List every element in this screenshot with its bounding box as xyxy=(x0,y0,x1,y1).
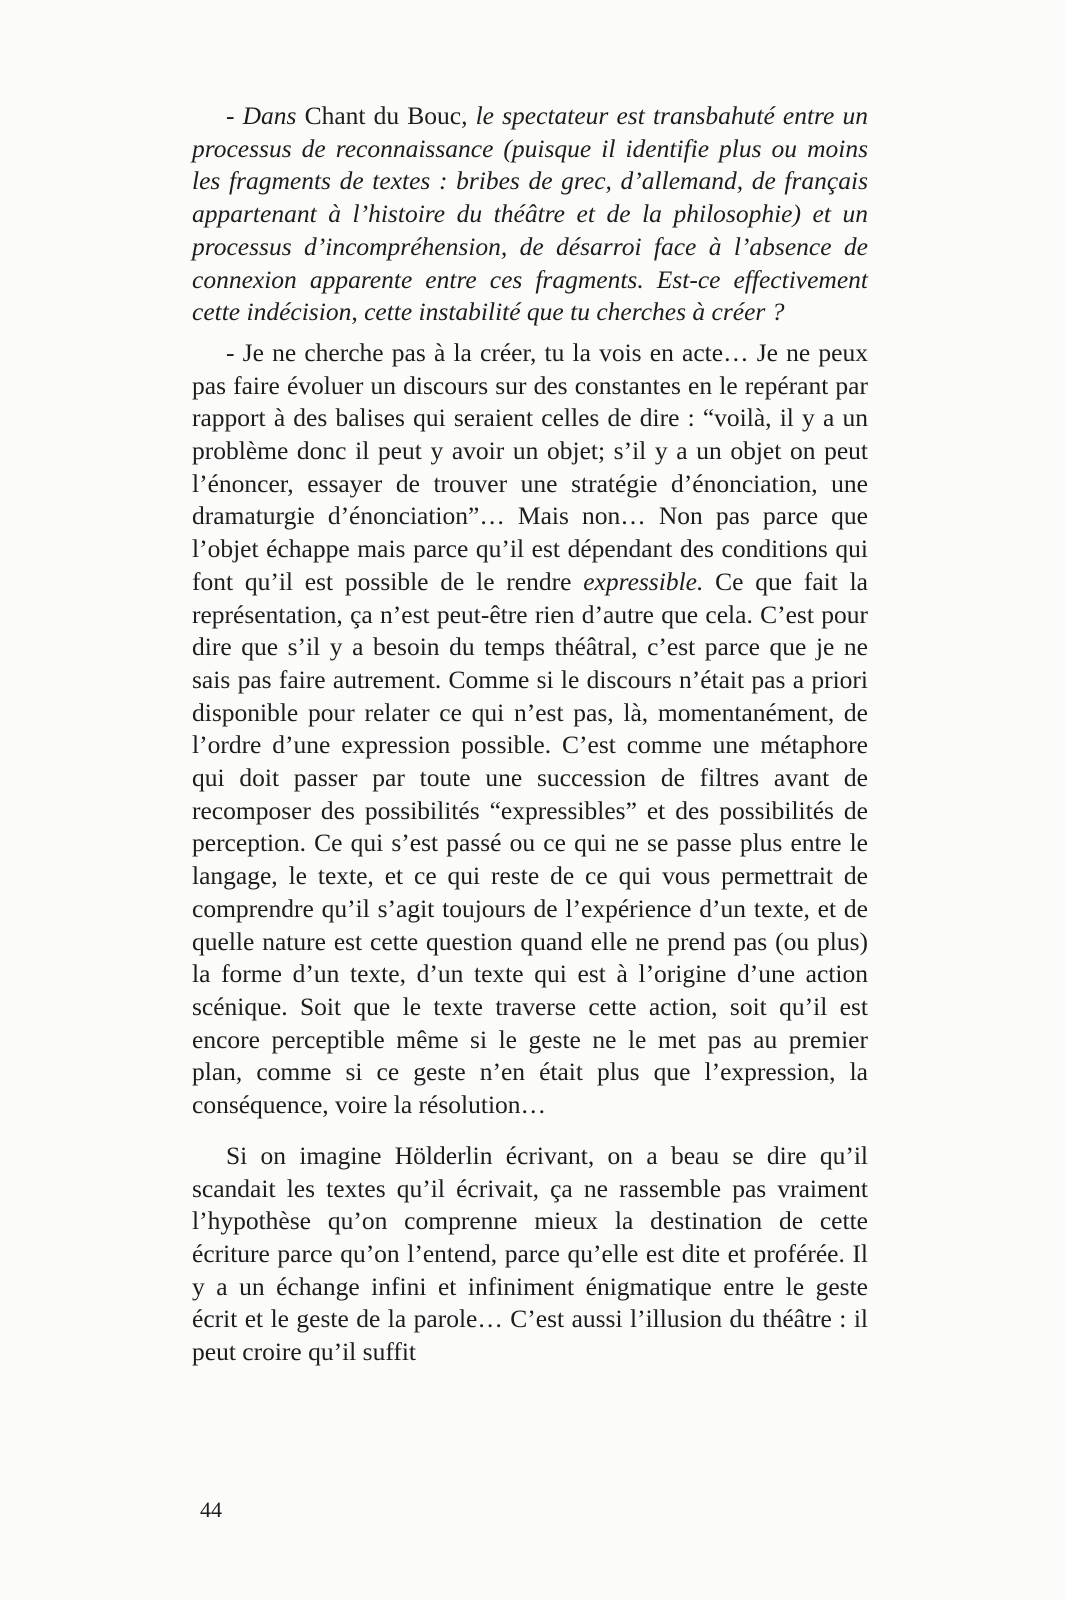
question-lead: - Dans xyxy=(226,101,305,130)
answer-part-1: - Je ne cherche pas à la créer, tu la vois en acte… Je ne peux pas faire évoluer un discours sur des constantes en le repérant par rapport à des balises qui seraient celles de dire : “voilà, il y a un problème donc il peut y avoir un objet; s’il y a un objet on peut l’énoncer, essayer de trouver une stratégie d’énonciation, une dramaturgie d’énonciation”… Mais non… Non pas parce que l’objet échappe mais parce qu’il est dépendant des conditions qui font qu’il est possible de le rendre xyxy=(192,337,868,596)
interview-answer xyxy=(192,337,868,1122)
interview-question xyxy=(192,100,868,329)
work-title: Chant du Bouc xyxy=(304,101,462,130)
answer-part-2: Ce que fait la représentation, ça n’est peut-être rien d’autre que cela. C’est pour dire que s’il y a besoin du temps théâtral, c’est parce que je ne sais pas faire autrement. Comme si le discours n’était pas a priori disponible pour relater ce qui n’est pas, là, momentanément, de l’ordre d’une expression possible. C’est comme une métaphore qui doit passer par toute une succession de filtres avant de recomposer des possibilités “expressibles” et des possibilités de perception. Ce qui s’est passé ou ce qui ne se passe plus entre le langage, le texte, et ce qui reste de ce qui vous permettrait de comprendre qu’il s’agit toujours de l’expérience d’un texte, et de quelle nature est cette question quand elle ne prend pas (ou plus) la forme d’un texte, d’un texte qui est à l’origine d’une action scénique. Soit que le texte traverse cette action, soit qu’il est encore perceptible même si le geste ne le met pas au premier plan, comme si ce geste n’en était plus que l’expression, la conséquence, voire la résolution… xyxy=(192,566,868,1120)
page-body xyxy=(192,100,868,1369)
answer-continuation: Si on imagine Hölderlin écrivant, on a beau se dire qu’il scandait les textes qu’il écrivait, ça ne rassemble pas vraiment l’hypothèse qu’on comprenne mieux la destination de cette écriture parce qu’on l’entend, parce qu’elle est dite et proférée. Il y a un échange infini et infiniment énigmatique entre le geste écrit et le geste de la parole… C’est aussi l’illusion du théâtre : il peut croire qu’il suffit xyxy=(192,1140,868,1367)
question-text: , le spectateur est transbahuté entre un processus de reconnaissance (puisque il identifie plus ou moins les fragments de textes : bribes de grec, d’allemand, de français appartenant à l’histoire du théâtre et de la philosophie) et un processus d’incompréhension, de désarroi face à l’absence de connexion apparente entre ces fragments. Est-ce effectivement cette indécision, cette instabilité que tu cherches à créer ? xyxy=(192,101,868,327)
answer-emphasis: expressible. xyxy=(583,566,704,596)
page-number: 44 xyxy=(200,1497,222,1522)
